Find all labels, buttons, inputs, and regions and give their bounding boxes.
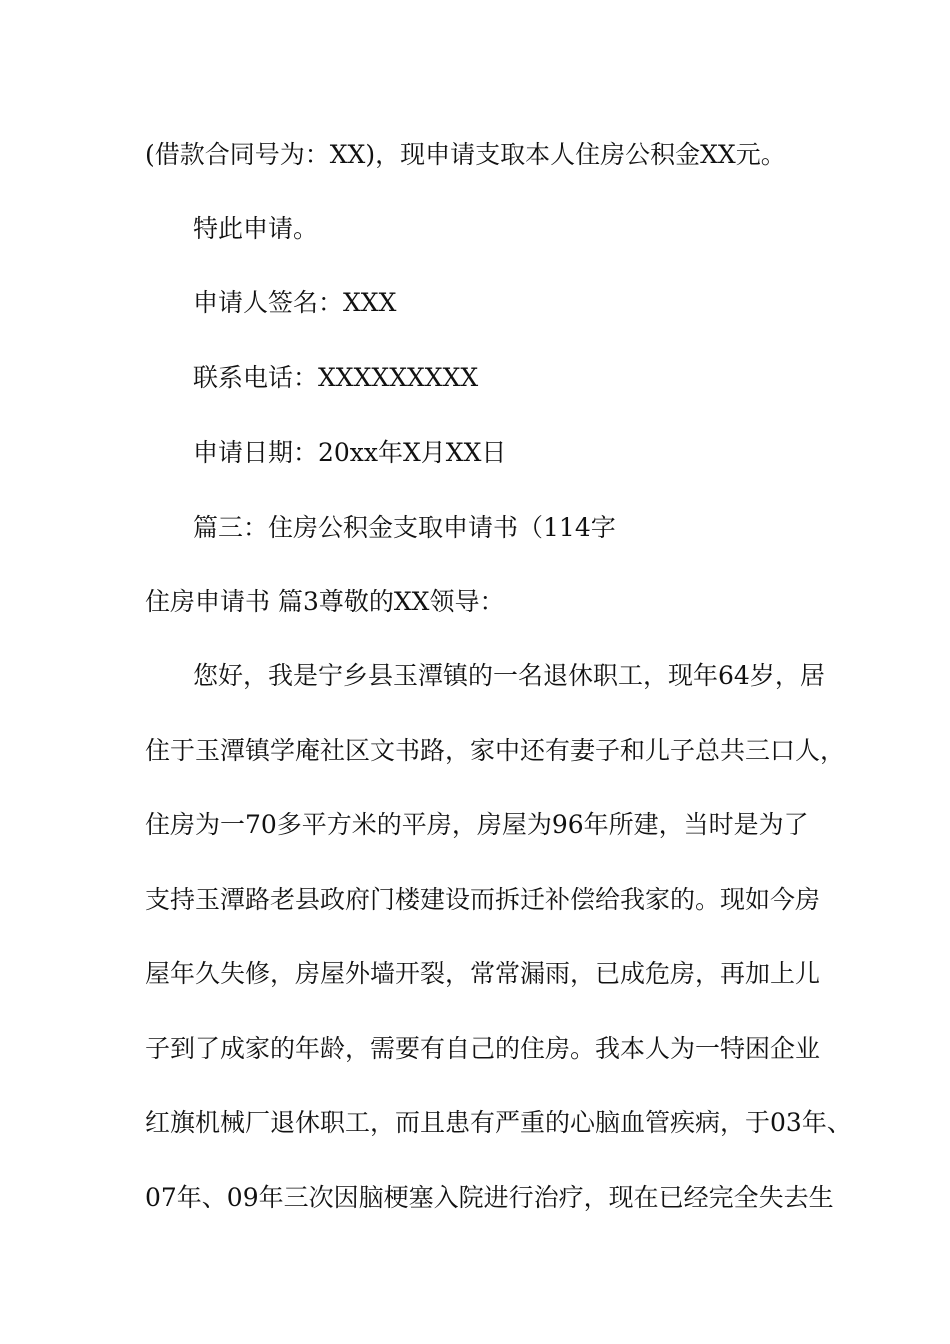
text-line-9: 住于玉潭镇学庵社区文书路，家中还有妻子和儿子总共三口人，	[145, 736, 846, 765]
text-line-14: 红旗机械厂退休职工，而且患有严重的心脑血管疾病，于03年、	[145, 1108, 852, 1137]
text-line-4: 联系电话：XXXXXXXXX	[193, 363, 479, 392]
text-line-6: 篇三：住房公积金支取申请书（114字	[193, 513, 616, 542]
text-line-1: (借款合同号为：XX)，现申请支取本人住房公积金XX元。	[145, 140, 786, 169]
text-line-5: 申请日期：20xx年X月XX日	[193, 438, 507, 467]
text-line-8: 您好，我是宁乡县玉潭镇的一名退休职工，现年64岁，居	[193, 661, 825, 690]
text-line-11: 支持玉潭路老县政府门楼建设而拆迁补偿给我家的。现如今房	[145, 885, 821, 914]
text-line-12: 屋年久失修，房屋外墙开裂，常常漏雨，已成危房，再加上儿	[145, 959, 821, 988]
text-line-2: 特此申请。	[193, 214, 319, 243]
text-line-7: 住房申请书 篇3尊敬的XX领导：	[145, 587, 505, 616]
text-line-13: 子到了成家的年龄，需要有自己的住房。我本人为一特困企业	[145, 1034, 821, 1063]
text-line-10: 住房为一70多平方米的平房，房屋为96年所建，当时是为了	[145, 810, 809, 839]
text-line-15: 07年、09年三次因脑梗塞入院进行治疗，现在已经完全失去生	[145, 1183, 834, 1212]
text-line-3: 申请人签名：XXX	[193, 288, 397, 317]
